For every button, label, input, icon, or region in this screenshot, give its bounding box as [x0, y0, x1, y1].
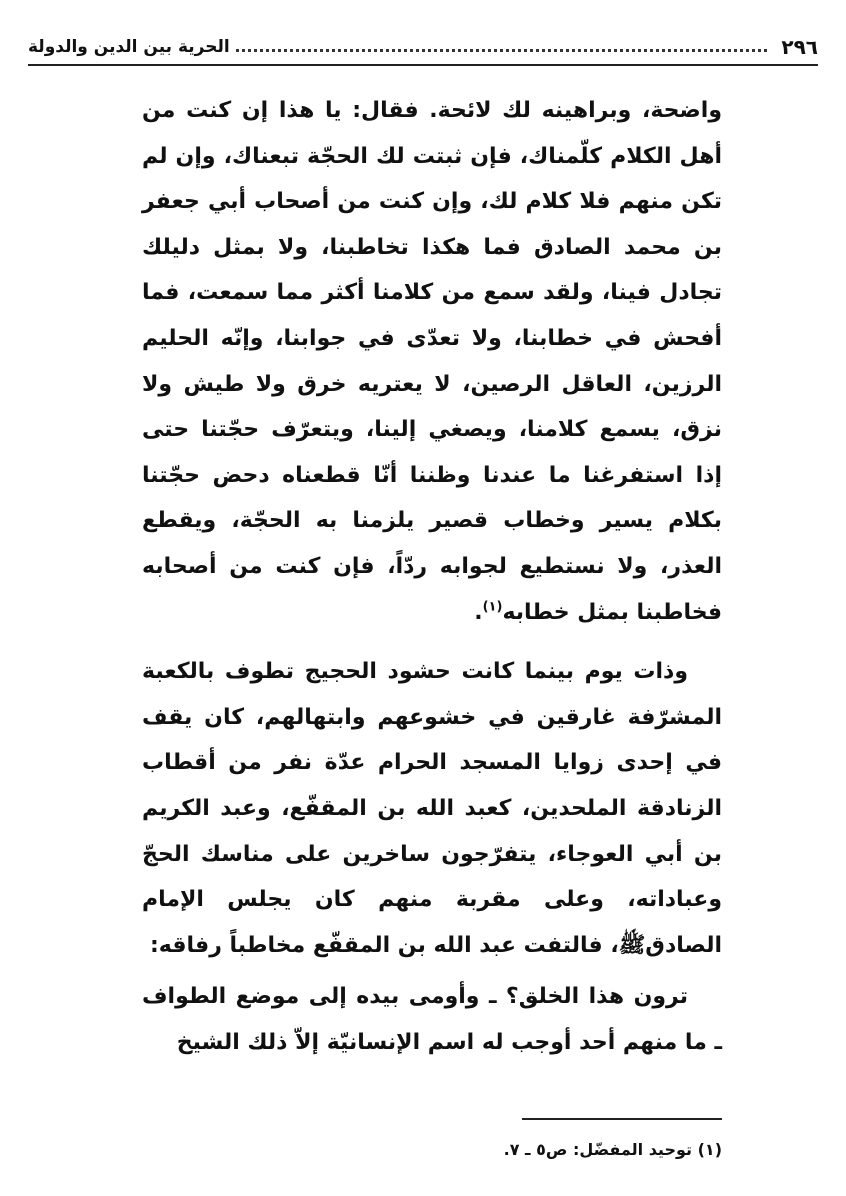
paragraph-1	[142, 88, 722, 635]
footnote-reference: (١)	[482, 599, 503, 615]
honorific-glyph: ﷺ	[618, 932, 646, 958]
footnote-1: (١) توحيد المفضّل: ص٥ ـ ٧.	[503, 1140, 722, 1159]
running-header	[28, 30, 818, 66]
paragraph-3	[142, 974, 722, 1065]
paragraph-3-text: ترون هذا الخلق؟ ـ وأومى بيده إلى موضع الطواف ـ ما منهم أحد أوجب له اسم الإنسانيّة إلاّ ذلك الشيخ	[142, 984, 722, 1055]
paragraph-2	[142, 649, 722, 968]
paragraph-1-end: .	[474, 599, 483, 625]
main-text	[142, 88, 722, 1065]
book-title: الحرية بين الدين والدولة	[28, 37, 230, 57]
paragraph-2-text: وذات يوم بينما كانت حشود الحجيج تطوف بالكعبة المشرّفة غارقين في خشوعهم وابتهالهم، كان يقف في إحدى زوايا المسجد الحرام عدّة نفر من أقطاب الزنادقة الملحدين، كعبد الله بن المقفّع، وعبد الكريم بن أبي العوجاء، يتفرّجون ساخرين على مناسك الحجّ وعباداته، وعلى مقربة منهم كان يجلس الإمام الصادق	[142, 659, 722, 958]
paragraph-2-text-after: ، فالتفت عبد الله بن المقفّع مخاطباً رفاقه:	[149, 932, 619, 958]
paragraph-1-text: واضحة، وبراهينه لك لائحة. فقال: يا هذا إن كنت من أهل الكلام كلّمناك، فإن ثبتت لك الحجّة تبعناك، وإن لم تكن منهم فلا كلام لك، وإن كنت من أصحاب أبي جعفر بن محمد الصادق فما هكذا تخاطبنا، ولا بمثل دليلك تجادل فينا، ولقد سمع من كلامنا أكثر مما سمعت، فما أفحش في خطابنا، ولا تعدّى في جوابنا، وإنّه الحليم الرزين، العاقل الرصين، لا يعتريه خرق ولا طيش ولا نزق، يسمع كلامنا، ويصغي إلينا، ويتعرّف حجّتنا حتى إذا استفرغنا ما عندنا وظننا أنّا قطعناه دحض حجّتنا بكلام يسير وخطاب قصير يلزمنا به الحجّة، ويقطع العذر، ولا نستطيع لجوابه ردّاً، فإن كنت من أصحابه فخاطبنا بمثل خطابه	[142, 98, 722, 625]
header-dotted-leader	[236, 49, 768, 52]
page-number: ٢٩٦	[781, 35, 818, 59]
footnote-separator	[522, 1118, 722, 1120]
